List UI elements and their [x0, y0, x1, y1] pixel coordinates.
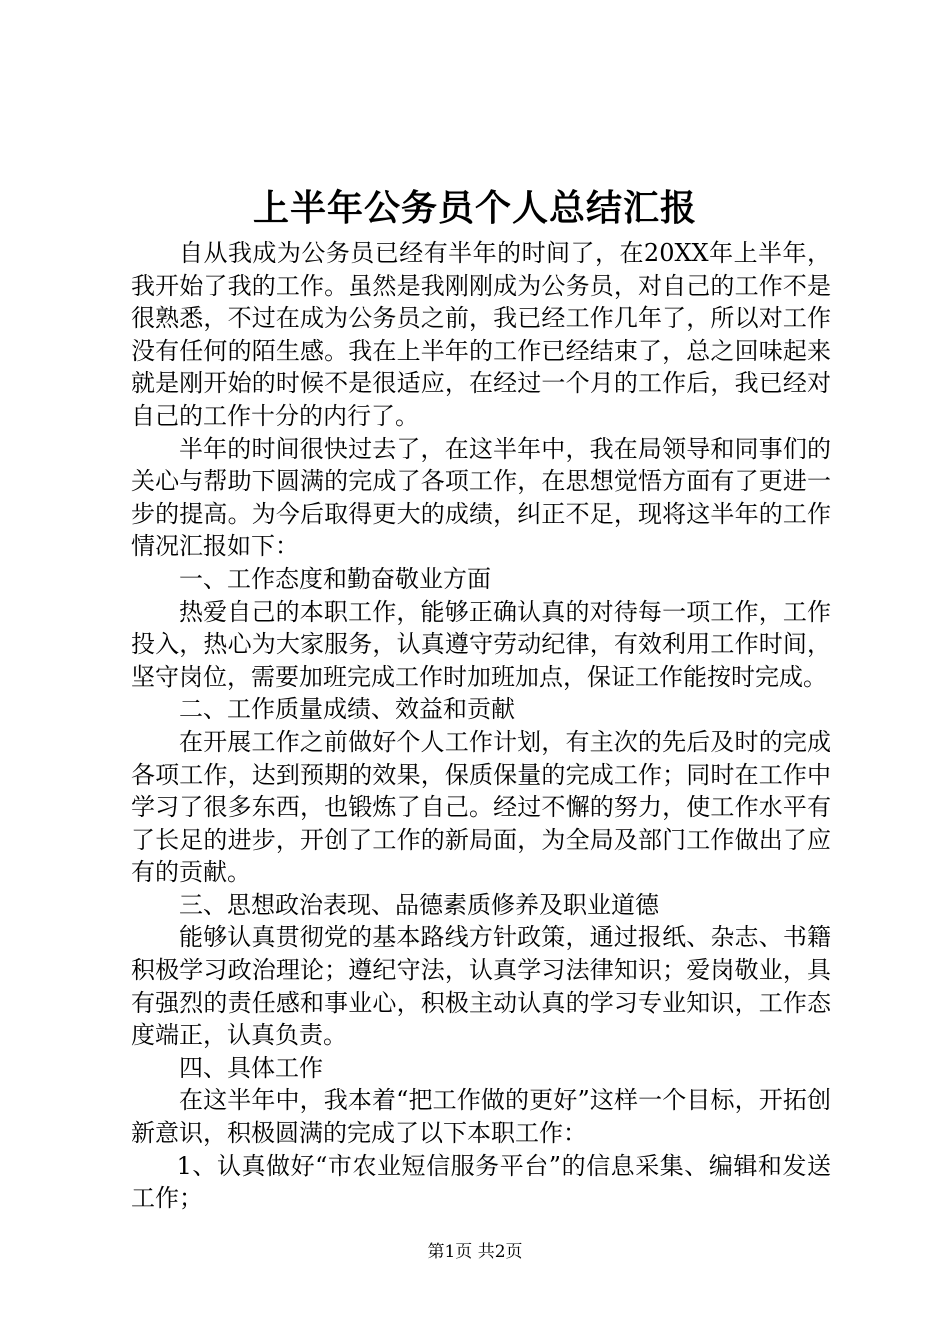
page-footer: 第1页 共2页: [427, 1242, 523, 1262]
section-heading: 二、工作质量成绩、效益和贡献: [179, 695, 515, 724]
document-title: 上半年公务员个人总结汇报: [252, 187, 697, 229]
paragraph: 自从我成为公务员已经有半年的时间了，在20XX年上半年，我开始了我的工作。虽然是我刚刚成为公务员，对自己的工作不是很熟悉，不过在成为公务员之前，我已经工作几年了，所以对工作没有任何的陌生感。我在上半年的工作已经结束了，总之回味起来就是刚开始的时候不是很适应，在经过一个月的工作后，我已经对自己的工作十分的内行了。: [131, 239, 831, 430]
paragraph: 在这半年中，我本着“把工作做的更好”这样一个目标，开拓创新意识，积极圆满的完成了以下本职工作：: [131, 1086, 831, 1148]
paragraph: 半年的时间很快过去了，在这半年中，我在局领导和同事们的关心与帮助下圆满的完成了各项工作，在思想觉悟方面有了更进一步的提高。为今后取得更大的成绩，纠正不足，现将这半年的工作情况汇报如下：: [131, 434, 831, 561]
section-heading: 一、工作态度和勤奋敬业方面: [179, 564, 491, 593]
section-heading: 四、具体工作: [179, 1053, 323, 1082]
list-item: 1、认真做好“市农业短信服务平台”的信息采集、编辑和发送工作；: [131, 1151, 831, 1213]
section-heading: 三、思想政治表现、品德素质修养及职业道德: [179, 890, 659, 919]
paragraph: 热爱自己的本职工作，能够正确认真的对待每一项工作，工作投入，热心为大家服务，认真遵守劳动纪律，有效利用工作时间，坚守岗位，需要加班完成工作时加班加点，保证工作能按时完成。: [131, 597, 831, 691]
paragraph: 能够认真贯彻党的基本路线方针政策，通过报纸、杂志、书籍积极学习政治理论；遵纪守法，认真学习法律知识；爱岗敬业，具有强烈的责任感和事业心，积极主动认真的学习专业知识，工作态度端正，认真负责。: [131, 923, 831, 1050]
paragraph: 在开展工作之前做好个人工作计划，有主次的先后及时的完成各项工作，达到预期的效果，保质保量的完成工作；同时在工作中学习了很多东西，也锻炼了自己。经过不懈的努力，使工作水平有了长足的进步，开创了工作的新局面，为全局及部门工作做出了应有的贡献。: [131, 727, 831, 887]
document-body: [131, 237, 831, 1215]
